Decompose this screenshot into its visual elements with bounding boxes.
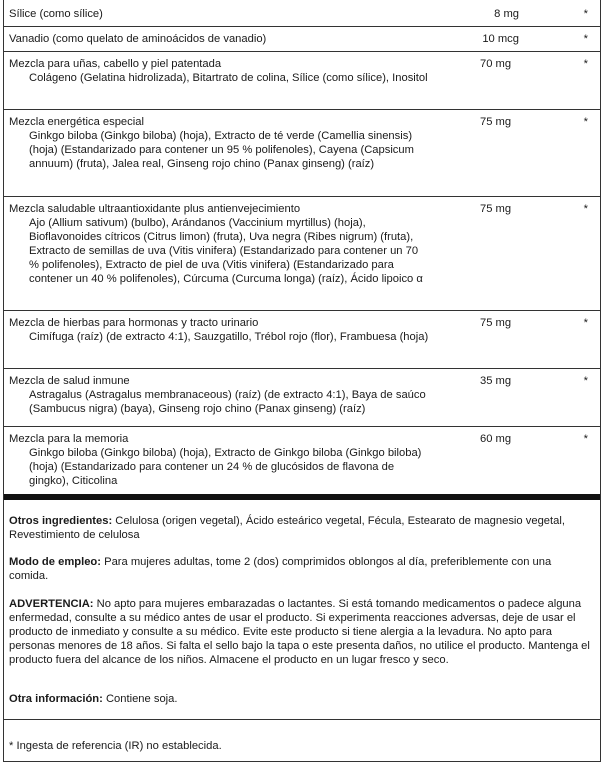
other-ingredients-label: Otros ingredientes: [9,515,113,527]
blend-title: Mezcla de salud inmune [9,375,130,387]
blend-title: Mezcla de hierbas para hormonas y tracto urinario [9,317,259,329]
table-row [4,196,600,311]
blend-amount: 60 mg [480,433,512,445]
other-info [9,692,592,706]
daily-value: * [583,375,588,387]
other-info-text: Contiene soja. [102,693,178,705]
blend-name [9,57,429,85]
table-row [4,368,600,427]
footnote: * Ingesta de referencia (IR) no establecida. [9,740,222,752]
blend-amount: 75 mg [480,116,512,128]
table-row [4,109,600,197]
directions-label: Modo de empleo: [9,556,101,568]
blend-title: Mezcla energética especial [9,116,144,128]
blend-name [9,115,429,171]
blend-amount: 35 mg [480,375,512,387]
blend-name [9,316,429,344]
blend-ingredients: Astragalus (Astragalus membranaceous) (raíz) (de extracto 4:1), Baya de saúco (Sambucus nigra) (baya), Ginseng rojo chino (Panax ginseng) (raíz) [29,389,426,415]
other-ingredients-text: Celulosa (origen vegetal), Ácido esteárico vegetal, Fécula, Estearato de magnesio vegetal, Revestimiento de celulosa [9,515,565,541]
blend-ingredients: Ajo (Allium sativum) (bulbo), Arándanos (Vaccinium myrtillus) (hoja), Bioflavonoides cítricos (Citrus limon) (fruta), Uva negra (Ribes nigrum) (fruta), Extracto de semillas de uva (Vitis vinifera) (Estandarizado para contener un 70 % polifenoles), Extracto de piel de uva (Vitis vinifera) (Estandarizado para contener un 40 % polifenoles), Cúrcuma (Curcuma longa) (raíz), Ácido lipoico α [29,217,423,285]
daily-value: * [583,203,588,215]
blend-ingredients: Cimífuga (raíz) (de extracto 4:1), Sauzgatillo, Trébol rojo (flor), Frambuesa (hoja) [29,331,429,343]
blend-ingredients: Ginkgo biloba (Ginkgo biloba) (hoja), Extracto de Ginkgo biloba (Ginkgo biloba) (hoja) (Estandarizado para contener un 24 % de glucósidos de flavona de gingko), Citicolina [29,447,422,487]
nutrient-name: Sílice (como sílice) [9,8,103,20]
daily-value: * [583,116,588,128]
blend-ingredients: Ginkgo biloba (Ginkgo biloba) (hoja), Extracto de té verde (Camellia sinensis) (hoja) (Estandarizado para contener un 95 % polifenoles), Cayena (Capsicum annuum) (fruta), Jalea real, Ginseng rojo chino (Panax ginseng) (raíz) [29,130,414,170]
warning-label: ADVERTENCIA: [9,598,94,610]
warning [9,597,592,667]
blend-name [9,202,429,286]
nutrient-amount: 8 mg [494,8,519,20]
blend-title: Mezcla saludable ultraantioxidante plus antienvejecimiento [9,203,301,215]
blend-title: Mezcla para la memoria [9,433,129,445]
supplement-facts-panel [3,0,601,762]
warning-text: No apto para mujeres embarazadas o lactantes. Si está tomando medicamentos o padece alguna enfermedad, consulte a su médico antes de usar el producto. Si experimenta reacciones adversas, deje de usar el producto de inmediato y consulte a su médico. Evite este producto si tiene alergia a la levadura. No apto para personas menores de 18 años. Si falta el sello bajo la tapa o este presenta daños, no utilice el producto. Mantenga el producto fuera del alcance de los niños. Almacene el producto en un lugar fresco y seco. [9,598,590,666]
daily-value: * [583,317,588,329]
blend-amount: 75 mg [480,203,512,215]
table-row [4,0,600,27]
daily-value: * [583,433,588,445]
nutrient-name: Vanadio (como quelato de aminoácidos de vanadio) [9,33,267,45]
blend-amount: 75 mg [480,317,512,329]
blend-title: Mezcla para uñas, cabello y piel patentada [9,58,222,70]
daily-value: * [583,8,588,20]
directions [9,555,592,583]
blend-ingredients: Colágeno (Gelatina hidrolizada), Bitartrato de colina, Sílice (como sílice), Inositol [29,72,428,84]
thick-divider [4,494,600,500]
nutrient-amount: 10 mcg [482,33,519,45]
table-row [4,426,600,494]
other-info-label: Otra información: [9,693,103,705]
blend-amount: 70 mg [480,58,512,70]
other-ingredients [9,514,592,542]
footnote-divider [4,719,600,720]
daily-value: * [583,58,588,70]
daily-value: * [583,33,588,45]
blend-name [9,374,429,416]
table-row [4,26,600,52]
blend-name [9,432,429,488]
table-row [4,51,600,110]
directions-text: Para mujeres adultas, tome 2 (dos) comprimidos oblongos al día, preferiblemente con una comida. [9,556,552,582]
table-row [4,310,600,369]
